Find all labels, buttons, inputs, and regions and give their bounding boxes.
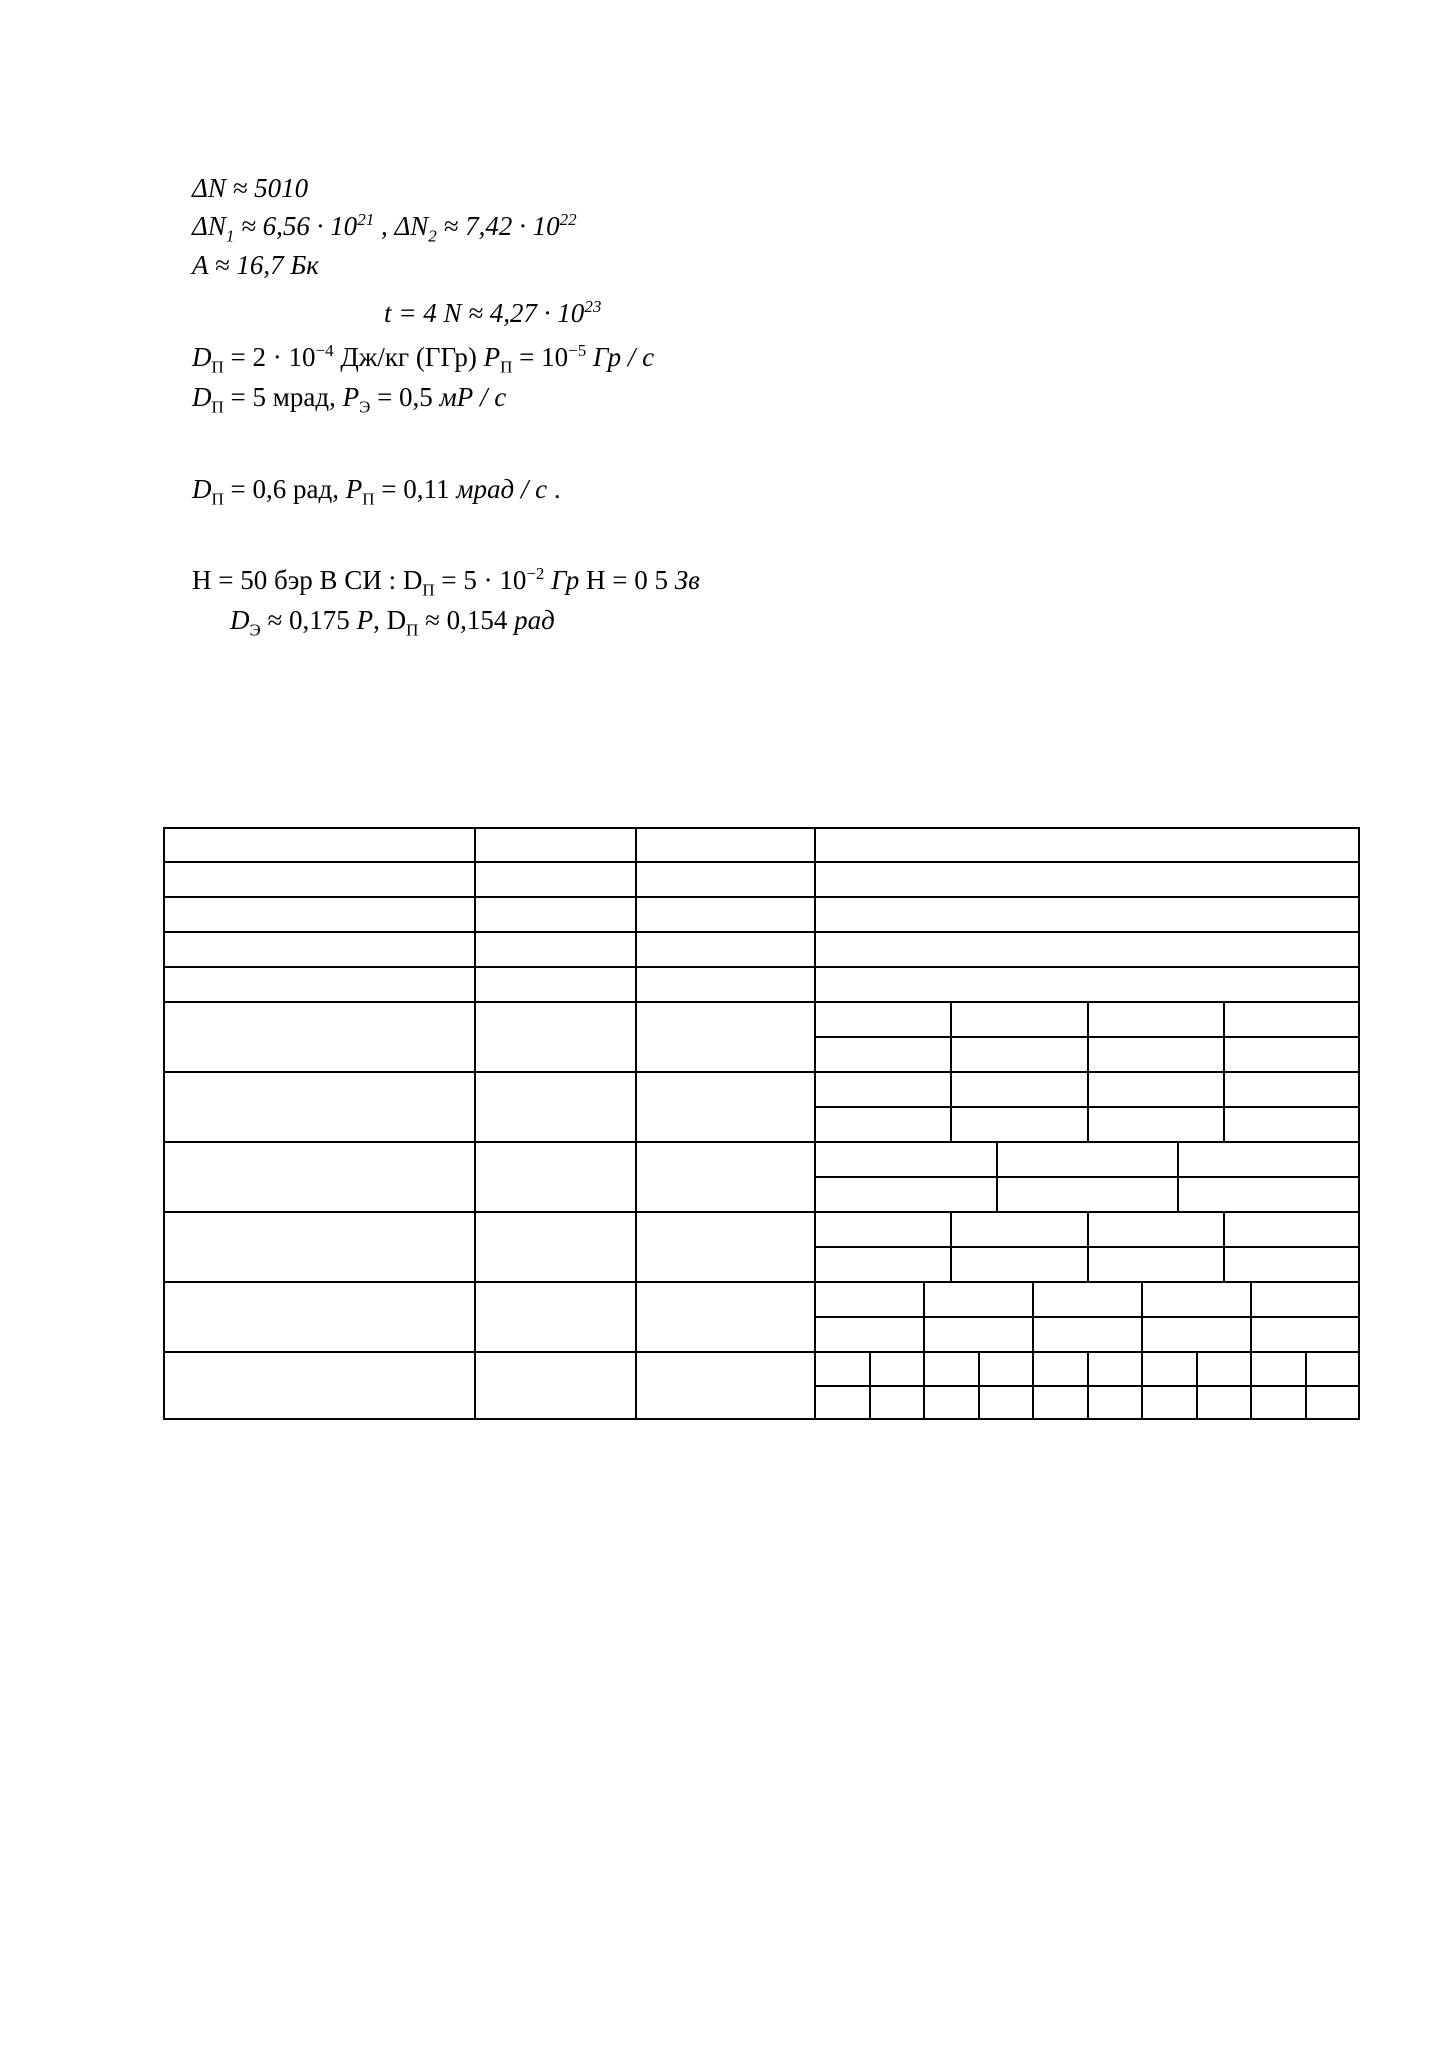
exponent: −4: [315, 341, 334, 360]
table-grid-line: [163, 1281, 1360, 1283]
formula-exposure-dose: [230, 603, 555, 640]
formula-equivalent-dose: [192, 563, 700, 600]
subscript: Э: [249, 620, 261, 640]
table-grid-line: [1032, 1282, 1034, 1352]
formula-text: Р: [356, 605, 374, 635]
formula-text: = 0,11: [374, 474, 457, 504]
formula-text: D: [192, 342, 212, 372]
formula-text: D: [192, 474, 212, 504]
table-grid-line: [1087, 1352, 1089, 1420]
formula-text: = 0,5: [370, 382, 440, 412]
table-grid-line: [163, 1211, 1360, 1213]
formula-text: , ΔN: [374, 211, 429, 241]
formula-text: A ≈ 16,7 Бк: [192, 250, 319, 280]
formula-text: .: [547, 474, 561, 504]
formula-text: ≈ 0,154: [418, 605, 515, 635]
subscript: П: [211, 489, 224, 509]
formula-text: = 5 · 10: [434, 565, 527, 595]
table-grid-line: [163, 1001, 1360, 1003]
formula-text: ≈ 6,56 · 10: [234, 211, 358, 241]
formula-text: , D: [373, 605, 407, 635]
table-grid-line: [163, 931, 1360, 933]
formula-delta-n1-n2: [192, 209, 577, 246]
subscript: П: [406, 620, 419, 640]
table-grid-line: [1141, 1352, 1143, 1420]
table-grid-line: [1032, 1352, 1034, 1420]
formula-text: H = 0 5: [579, 565, 675, 595]
formula-text: = 2 · 10: [223, 342, 316, 372]
table-grid-line: [1358, 827, 1360, 1420]
table-grid-line: [163, 861, 1360, 863]
table-grid-line: [815, 1176, 1360, 1178]
table-grid-line: [1087, 1212, 1089, 1282]
formula-absorbed-dose-3: [192, 472, 561, 509]
subscript: П: [211, 397, 224, 417]
formula-text: H = 50 бэр В СИ : D: [192, 565, 423, 595]
table-grid-line: [996, 1142, 998, 1212]
table-grid-line: [1305, 1352, 1307, 1420]
formula-delta-n: [192, 171, 308, 205]
table-grid-line: [869, 1352, 871, 1420]
formula-text: ΔN: [192, 211, 226, 241]
table-grid-line: [1177, 1142, 1179, 1212]
table-grid-line: [474, 827, 476, 1420]
formula-text: t = 4 N ≈ 4,27 · 10: [384, 298, 585, 328]
formula-text: Зв: [674, 565, 700, 595]
formula-text: Гр: [544, 565, 580, 595]
formula-text: = 0,6 рад,: [223, 474, 346, 504]
table-grid-line: [923, 1282, 925, 1352]
table-grid-line: [978, 1352, 980, 1420]
subscript: 1: [225, 226, 235, 246]
table-grid-line: [163, 966, 1360, 968]
formula-text: рад: [514, 605, 555, 635]
table-grid-line: [1250, 1282, 1252, 1352]
table-grid-line: [1141, 1282, 1143, 1352]
table-grid-line: [163, 1141, 1360, 1143]
table-grid-line: [635, 827, 637, 1420]
subscript: 2: [428, 226, 437, 246]
formula-absorbed-dose-1: [192, 340, 655, 377]
exponent: 23: [584, 297, 602, 316]
formula-text: ≈ 7,42 · 10: [436, 211, 560, 241]
subscript: П: [500, 357, 513, 377]
formula-text: ≈ 0,175: [260, 605, 357, 635]
table-grid-line: [815, 1316, 1360, 1318]
formula-text: Гр / с: [586, 342, 655, 372]
formula-text: ΔN ≈ 5010: [192, 173, 309, 203]
table-grid-line: [1196, 1352, 1198, 1420]
table-grid-line: [1087, 1072, 1089, 1142]
formula-text: D: [192, 382, 212, 412]
formula-time-n: [384, 296, 601, 330]
exponent: −2: [526, 564, 545, 583]
table-grid-line: [1223, 1212, 1225, 1282]
subscript: П: [362, 489, 375, 509]
formula-text: мрад / с: [456, 474, 548, 504]
table-grid-line: [1087, 1002, 1089, 1072]
subscript: П: [422, 580, 435, 600]
formula-absorbed-dose-2: [192, 380, 507, 417]
formula-text: = 5 мрад,: [223, 382, 343, 412]
table-grid-line: [923, 1352, 925, 1420]
formula-text: P: [483, 342, 501, 372]
table-grid-line: [814, 827, 816, 1420]
table-grid-line: [163, 1418, 1360, 1420]
formula-activity: [192, 248, 319, 282]
formula-text: мР / с: [439, 382, 507, 412]
formula-text: P: [342, 382, 360, 412]
subscript: П: [211, 357, 224, 377]
table-grid-line: [950, 1212, 952, 1282]
table-grid-line: [1223, 1072, 1225, 1142]
subscript: Э: [359, 397, 371, 417]
formula-text: D: [230, 605, 250, 635]
exponent: 22: [559, 210, 577, 229]
formula-text: Дж/кг (ГГр): [333, 342, 484, 372]
exponent: 21: [357, 210, 375, 229]
exponent: −5: [568, 341, 587, 360]
table-grid-line: [950, 1002, 952, 1072]
table-grid-line: [163, 1351, 1360, 1353]
answer-table: [163, 827, 1360, 1420]
table-grid-line: [163, 827, 1360, 829]
table-grid-line: [163, 1071, 1360, 1073]
table-grid-line: [163, 827, 165, 1420]
table-grid-line: [1223, 1002, 1225, 1072]
table-grid-line: [163, 896, 1360, 898]
formula-text: = 10: [512, 342, 569, 372]
formula-text: P: [345, 474, 363, 504]
table-grid-line: [1250, 1352, 1252, 1420]
table-grid-line: [950, 1072, 952, 1142]
